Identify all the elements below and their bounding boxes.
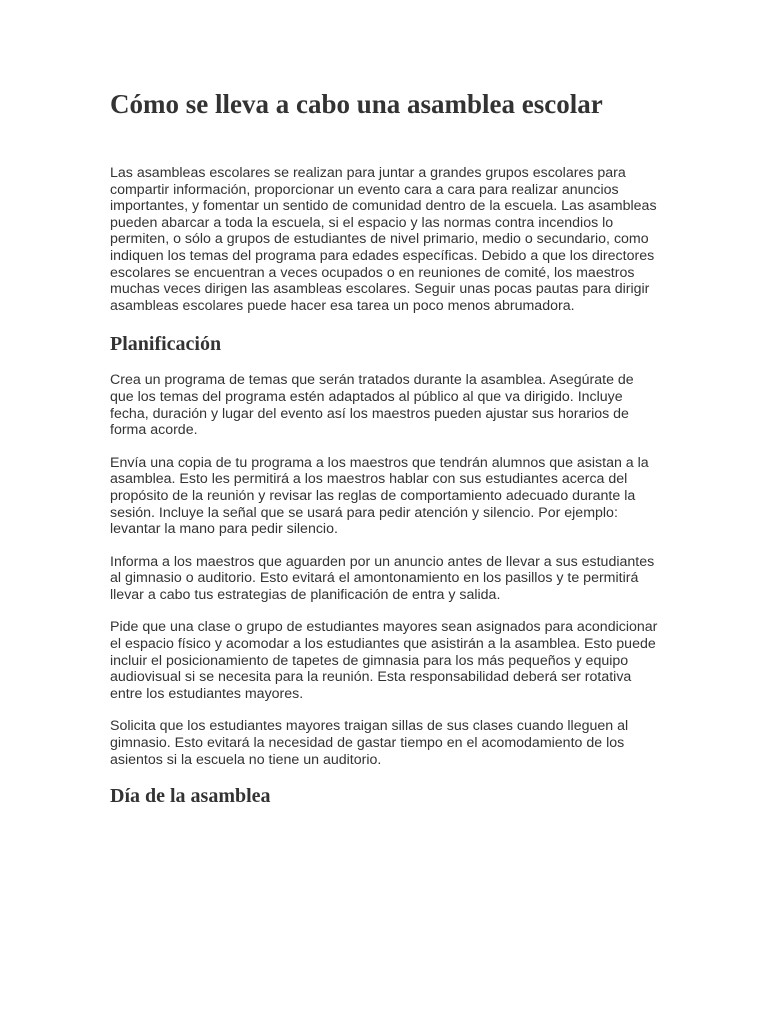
intro-paragraph: Las asambleas escolares se realizan para juntar a grandes grupos escolares para compartir información, proporcionar un evento cara a cara para realizar anuncios importantes, y fomentar un sentido de comunidad dentro de la escuela. Las asambleas pueden abarcar a toda la escuela, si el espacio y las normas contra incendios lo permiten, o sólo a grupos de estudiantes de nivel primario, medio o secundario, como indiquen los temas del programa para edades específicas. Debido a que los directores escolares se encuentran a veces ocupados o en reuniones de comité, los maestros muchas veces dirigen las asambleas escolares. Seguir unas pocas pautas para dirigir asambleas escolares puede hacer esa tarea un poco menos abrumadora. (110, 165, 657, 314)
section-heading-planificacion: Planificación (110, 333, 222, 356)
planificacion-paragraph-4: Pide que una clase o grupo de estudiantes mayores sean asignados para acondicionar el espacio físico y acomodar a los estudiantes que asistirán a la asamblea. Esto puede incluir el posicionamiento de tapetes de gimnasia para los más pequeños y equipo audiovisual si se necesita para la reunión. Esta responsabilidad deberá ser rotativa entre los estudiantes mayores. (110, 619, 658, 702)
section-heading-dia-de-la-asamblea: Día de la asamblea (110, 785, 271, 808)
planificacion-paragraph-2: Envía una copia de tu programa a los maestros que tendrán alumnos que asistan a la asamblea. Esto les permitirá a los maestros hablar con sus estudiantes acerca del propósito de la reunión y revisar las reglas de comportamiento adecuado durante la sesión. Incluye la señal que se usará para pedir atención y silencio. Por ejemplo: levantar la mano para pedir silencio. (110, 454, 649, 538)
planificacion-paragraph-1: Crea un programa de temas que serán tratados durante la asamblea. Asegúrate de que los temas del programa estén adaptados al público al que va dirigido. Incluye fecha, duración y lugar del evento así los maestros pueden ajustar sus horarios de forma acorde. (110, 372, 634, 439)
article-title: Cómo se lleva a cabo una asamblea escolar (110, 89, 603, 119)
document-page (110, 88, 658, 824)
planificacion-paragraph-5: Solicita que los estudiantes mayores traigan sillas de sus clases cuando lleguen al gimnasio. Esto evitará la necesidad de gastar tiempo en el acomodamiento de los asientos si la escuela no tiene un auditorio. (110, 718, 629, 768)
planificacion-paragraph-3: Informa a los maestros que aguarden por un anuncio antes de llevar a sus estudiantes al gimnasio o auditorio. Esto evitará el amontonamiento en los pasillos y te permitirá llevar a cabo tus estrategias de planificación de entra y salida. (110, 553, 655, 603)
